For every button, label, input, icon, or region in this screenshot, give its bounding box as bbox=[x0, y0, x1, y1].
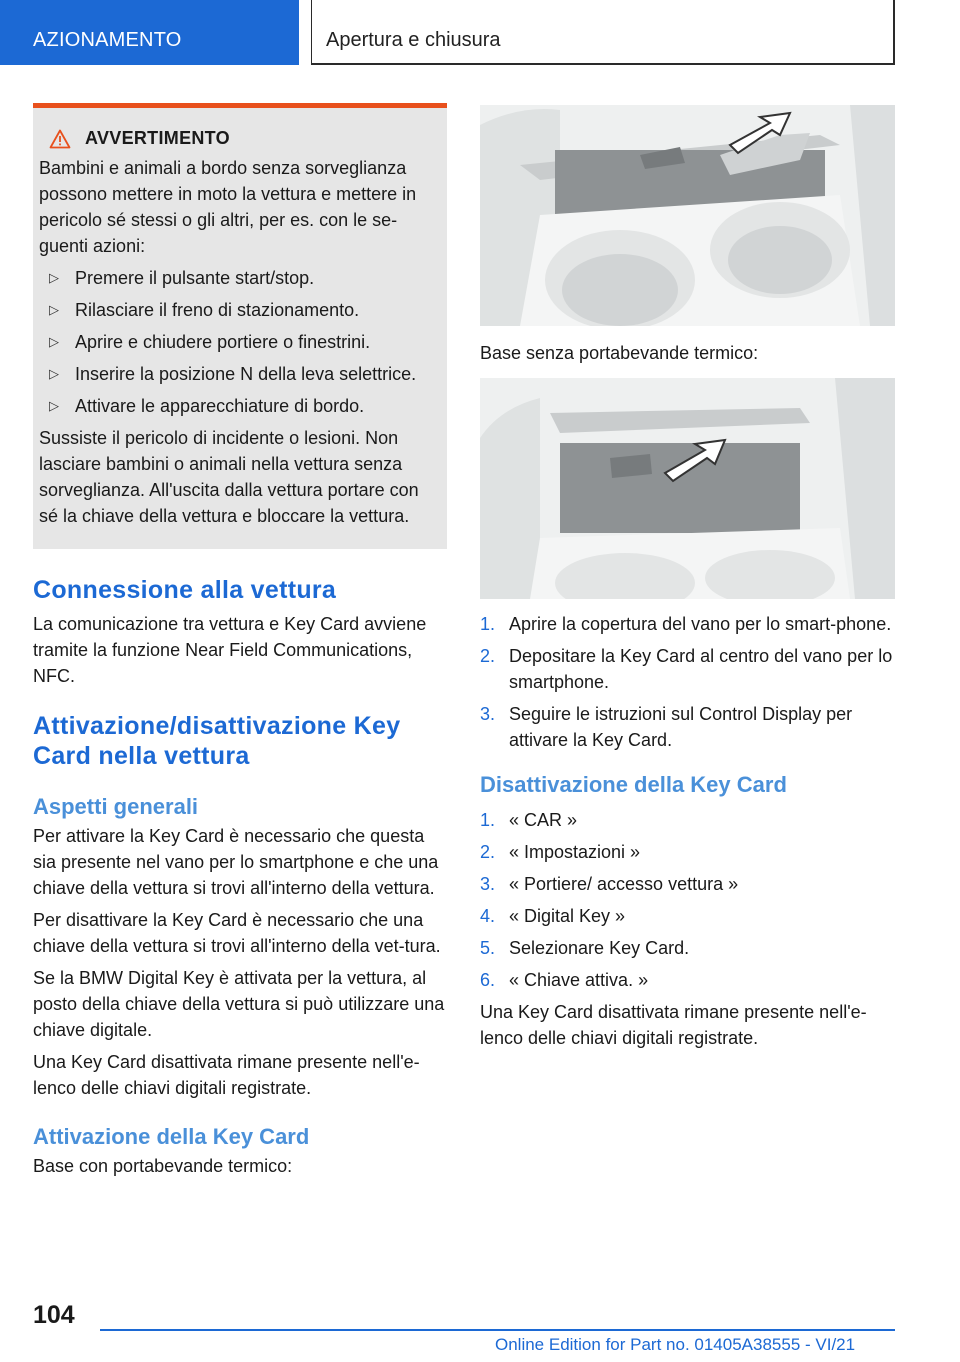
bullet-triangle-icon: ▷ bbox=[49, 270, 59, 285]
list-item: 3. « Portiere/ accesso vettura » bbox=[480, 874, 739, 894]
list-item: 4. « Digital Key » bbox=[480, 906, 626, 926]
chapter-tab bbox=[311, 0, 895, 65]
section-title: AZIONAMENTO bbox=[33, 29, 182, 51]
warning-triangle-icon bbox=[49, 129, 71, 149]
warning-list bbox=[39, 265, 441, 419]
heading-connection: Connessione alla vettura bbox=[33, 576, 337, 604]
list-item: 5. Selezionare Key Card. bbox=[480, 938, 690, 958]
right-column bbox=[480, 105, 895, 1051]
list-item: ▷ Inserire la posizione N della leva selettrice. bbox=[39, 361, 441, 387]
closing-text: Una Key Card disattivata rimane presente nell'e-lenco delle chiavi digitali registrate. bbox=[480, 1002, 867, 1048]
section-tab bbox=[0, 0, 299, 65]
warning-box bbox=[33, 103, 447, 549]
page-number: 104 bbox=[33, 1301, 75, 1329]
list-item: ▷ Attivare le apparecchiature di bordo. bbox=[39, 393, 441, 419]
list-item: 3. Seguire le istruzioni sul Control Display per attivare la Key Card. bbox=[480, 704, 853, 750]
photo-console-with-cupholder bbox=[480, 105, 895, 326]
footer-edition: Online Edition for Part no. 01405A38555 - VI/21 bbox=[495, 1335, 856, 1354]
paragraph: Una Key Card disattivata rimane presente nell'e-lenco delle chiavi digitali registrate. bbox=[33, 1052, 420, 1098]
deactivation-steps bbox=[480, 807, 895, 993]
chapter-title: Apertura e chiusura bbox=[326, 29, 501, 51]
list-item: 1. Aprire la copertura del vano per lo smart-phone. bbox=[480, 614, 892, 634]
paragraph: Per attivare la Key Card è necessario che questa sia presente nel vano per lo smartphone e che una chiave della vettura si trovi all'interno della vettura. bbox=[33, 826, 439, 898]
activation-steps bbox=[480, 611, 895, 753]
heading-deactivate-keycard: Disattivazione della Key Card bbox=[480, 772, 787, 797]
warning-intro: Bambini e animali a bordo senza sorveglianza possono mettere in moto la vettura e mettere in pericolo sé stessi o gli altri, per es. con le se-guenti azioni: bbox=[39, 158, 417, 256]
caption-no-cupholder: Base senza portabevande termico: bbox=[480, 343, 759, 363]
bullet-triangle-icon: ▷ bbox=[49, 398, 59, 413]
list-item: ▷ Rilasciare il freno di stazionamento. bbox=[39, 297, 441, 323]
bullet-triangle-icon: ▷ bbox=[49, 334, 59, 349]
list-item: 6. « Chiave attiva. » bbox=[480, 970, 649, 990]
list-item: ▷ Aprire e chiudere portiere o finestrini. bbox=[39, 329, 441, 355]
heading-activate-keycard: Attivazione della Key Card bbox=[33, 1124, 310, 1149]
photo-console-without-cupholder bbox=[480, 378, 895, 599]
bullet-triangle-icon: ▷ bbox=[49, 366, 59, 381]
list-item: ▷ Premere il pulsante start/stop. bbox=[39, 265, 441, 291]
connection-text: La comunicazione tra vettura e Key Card avviene tramite la funzione Near Field Communications, NFC. bbox=[33, 614, 427, 686]
heading-general: Aspetti generali bbox=[33, 794, 199, 819]
left-column bbox=[33, 103, 447, 1179]
warning-outro: Sussiste il pericolo di incidente o lesioni. Non lasciare bambini o animali nella vettura senza sorveglianza. All'uscita dalla vettura portare con sé la chiave della vettura e bloccare la vettura. bbox=[39, 428, 419, 526]
heading-activation: Attivazione/disattivazione Key Card nella vettura bbox=[33, 712, 401, 770]
list-item: 2. Depositare la Key Card al centro del vano per lo smartphone. bbox=[480, 646, 893, 692]
paragraph: Se la BMW Digital Key è attivata per la vettura, al posto della chiave della vettura si può utilizzare una chiave digitale. bbox=[33, 968, 445, 1040]
list-item: 1. « CAR » bbox=[480, 810, 578, 830]
paragraph: Per disattivare la Key Card è necessario che una chiave della vettura si trovi all'interno della vet-tura. bbox=[33, 910, 441, 956]
warning-title: AVVERTIMENTO bbox=[85, 128, 230, 148]
bullet-triangle-icon: ▷ bbox=[49, 302, 59, 317]
list-item: 2. « Impostazioni » bbox=[480, 842, 641, 862]
footer-rule bbox=[100, 1329, 895, 1331]
activate-intro: Base con portabevande termico: bbox=[33, 1156, 293, 1176]
warning-header bbox=[49, 128, 441, 149]
